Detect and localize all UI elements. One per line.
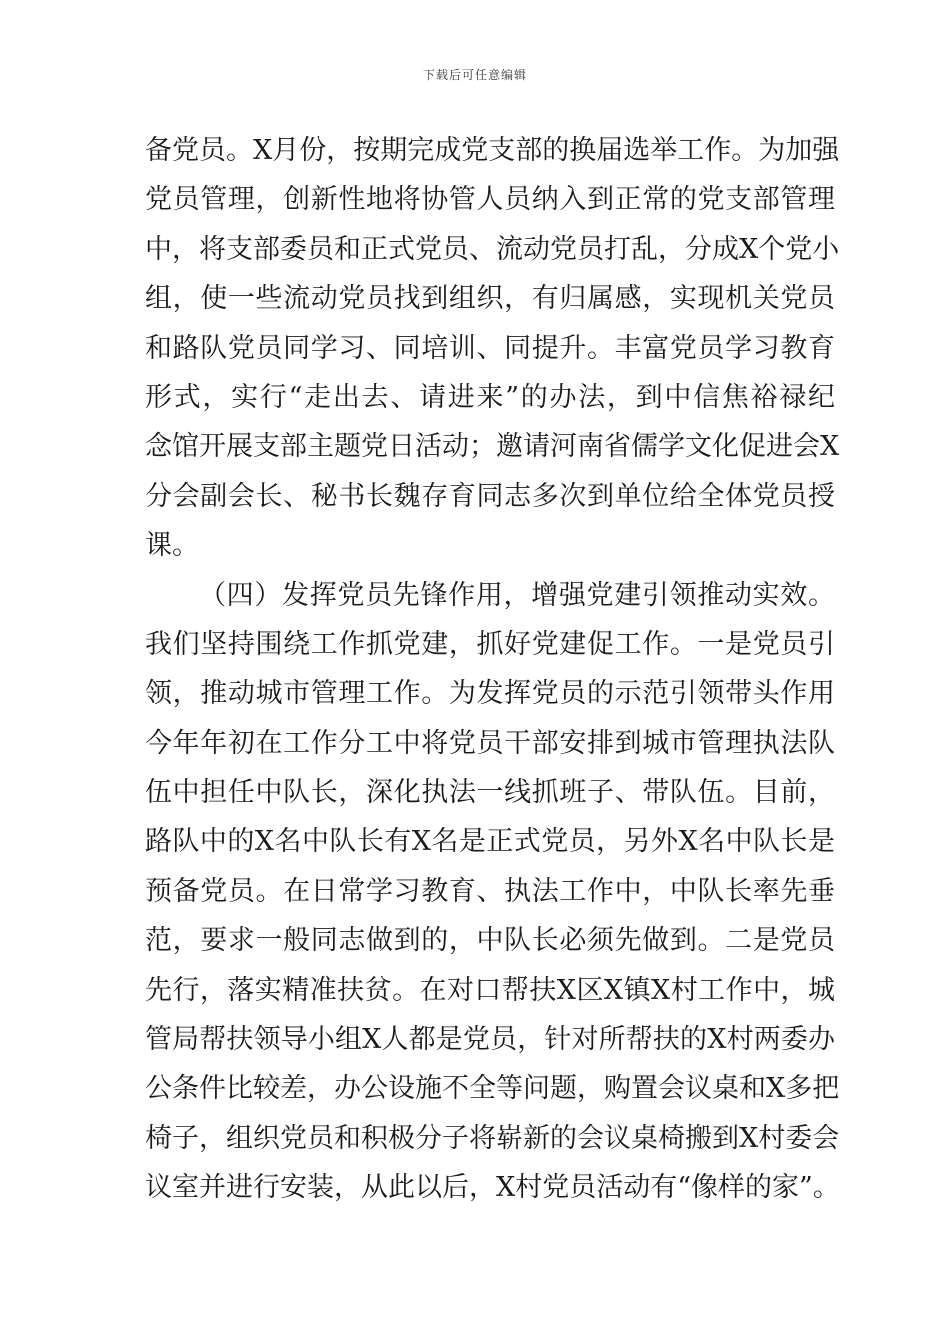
text-line: 椅子，组织党员和积极分子将崭新的会议桌椅搬到X村委会 — [145, 1122, 840, 1154]
text-line: 我们坚持围绕工作抓党建，抓好党建促工作。一是党员引 — [145, 628, 835, 660]
text-line: 和路队党员同学习、同培训、同提升。丰富党员学习教育 — [145, 332, 835, 364]
paragraph-2 — [145, 571, 840, 1213]
text-line: 领，推动城市管理工作。为发挥党员的示范引领带头作用 — [145, 678, 835, 710]
text-line: 党员管理，创新性地将协管人员纳入到正常的党支部管理 — [145, 184, 835, 216]
text-line: 组，使一些流动党员找到组织，有归属感，实现机关党员 — [145, 283, 835, 315]
document-body — [145, 126, 840, 1213]
text-line: 形式，实行“走出去、请进来”的办法，到中信焦裕禄纪 — [145, 381, 835, 413]
text-line: 范，要求一般同志做到的，中队长必须先做到。二是党员 — [145, 925, 835, 957]
text-line: 先行，落实精准扶贫。在对口帮扶X区X镇X村工作中，城 — [145, 974, 835, 1006]
paragraph-1 — [145, 126, 840, 571]
text-line: 今年年初在工作分工中将党员干部安排到城市管理执法队 — [145, 727, 835, 759]
text-line: 分会副会长、秘书长魏存育同志多次到单位给全体党员授 — [145, 480, 835, 512]
text-line: 管局帮扶领导小组X人都是党员，针对所帮扶的X村两委办 — [145, 1024, 835, 1056]
text-line: 课。 — [145, 530, 199, 562]
text-line: 议室并进行安装，从此以后，X村党员活动有“像样的家”。 — [145, 1172, 840, 1204]
text-line: 伍中担任中队长，深化执法一线抓班子、带队伍。目前， — [145, 777, 835, 809]
text-line: 公条件比较差，办公设施不全等问题，购置会议桌和X多把 — [145, 1073, 840, 1105]
text-line: 预备党员。在日常学习教育、执法工作中，中队长率先垂 — [145, 875, 835, 907]
text-line: 中，将支部委员和正式党员、流动党员打乱，分成X个党小 — [145, 233, 840, 265]
text-line: 路队中的X名中队长有X名是正式党员，另外X名中队长是 — [145, 826, 835, 858]
text-line: 念馆开展支部主题党日活动；邀请河南省儒学文化促进会X — [145, 431, 840, 463]
page-header: 下载后可任意编辑 — [422, 68, 527, 82]
section-heading-line: （四）发挥党员先锋作用，增强党建引领推动实效。 — [199, 579, 835, 611]
text-line: 备党员。X月份，按期完成党支部的换届选举工作。为加强 — [145, 135, 840, 166]
